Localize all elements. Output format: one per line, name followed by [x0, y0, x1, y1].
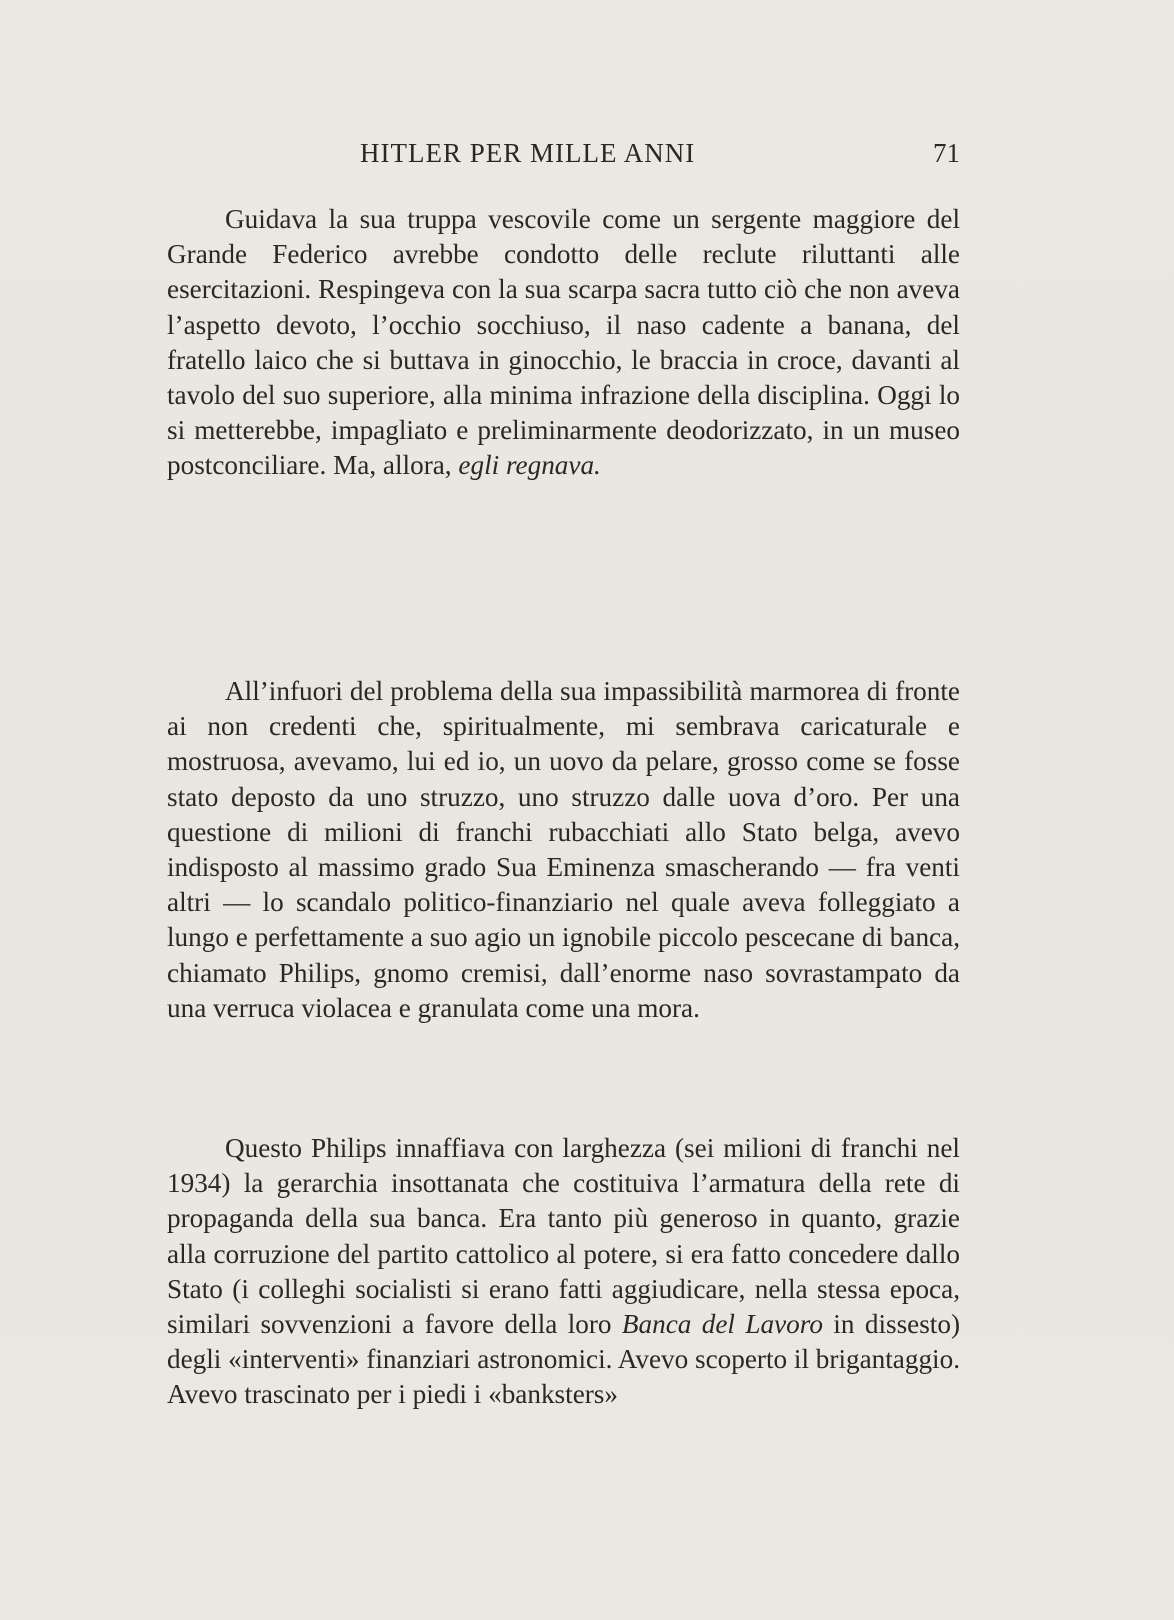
page-number: 71: [933, 138, 960, 168]
paragraph-2: [167, 674, 960, 1026]
paragraph-3-italic: Banca del Lavoro: [621, 1309, 823, 1340]
running-title: HITLER PER MILLE ANNI: [360, 138, 696, 168]
paragraph-1: [167, 202, 960, 484]
page-header: [0, 138, 1174, 178]
paragraph-1-italic: egli regnava.: [458, 450, 601, 481]
paragraph-3-text-after: in dissesto) degli «interventi» finanziari astronomici. Avevo scoperto il brigantaggio. Avevo trascinato per i piedi i «banksters»: [167, 1309, 961, 1410]
paragraph-3-text-before: Questo Philips innaffiava con larghezza (sei milioni di franchi nel 1934) la gerarchia insottanata che costituiva l’armatura della rete di propaganda della sua banca. Era tanto più generoso in quanto, grazie alla corruzione del partito cattolico al potere, si era fatto concedere dallo Stato (i colleghi socialisti si erano fatti aggiudicare, nella stessa epoca, similari sovvenzioni a favore della loro: [167, 1133, 960, 1340]
paragraph-3-body: [167, 1131, 960, 1413]
paragraph-1-body: [167, 202, 960, 484]
paragraph-3: [167, 1131, 960, 1413]
paragraph-1-text: Guidava la sua truppa vescovile come un sergente maggiore del Grande Federico avrebbe condotto delle reclute riluttanti alle esercitazioni. Respingeva con la sua scarpa sacra tutto ciò che non aveva l’aspetto devoto, l’occhio socchiuso, il naso cadente a banana, del fratello laico che si buttava in ginocchio, le braccia in croce, davanti al tavolo del suo superiore, alla minima infrazione della disciplina. Oggi lo si metterebbe, impagliato e preliminarmente deodorizzato, in un museo postconciliare. Ma, allora,: [167, 204, 960, 481]
paragraph-2-body: All’infuori del problema della sua impassibilità marmorea di fronte ai non credenti che, spiritualmente, mi sembrava caricaturale e mostruosa, avevamo, lui ed io, un uovo da pelare, grosso come se fosse stato deposto da uno struzzo, uno struzzo dalle uova d’oro. Per una questione di milioni di franchi rubacchiati allo Stato belga, avevo indisposto al massimo grado Sua Eminenza smascherando — fra venti altri — lo scandalo politico-finanziario nel quale aveva folleggiato a lungo e perfettamente a suo agio un ignobile piccolo pescecane di banca, chiamato Philips, gnomo cremisi, dall’enorme naso sovrastampato da una verruca violacea e granulata come una mora.: [167, 676, 960, 1023]
